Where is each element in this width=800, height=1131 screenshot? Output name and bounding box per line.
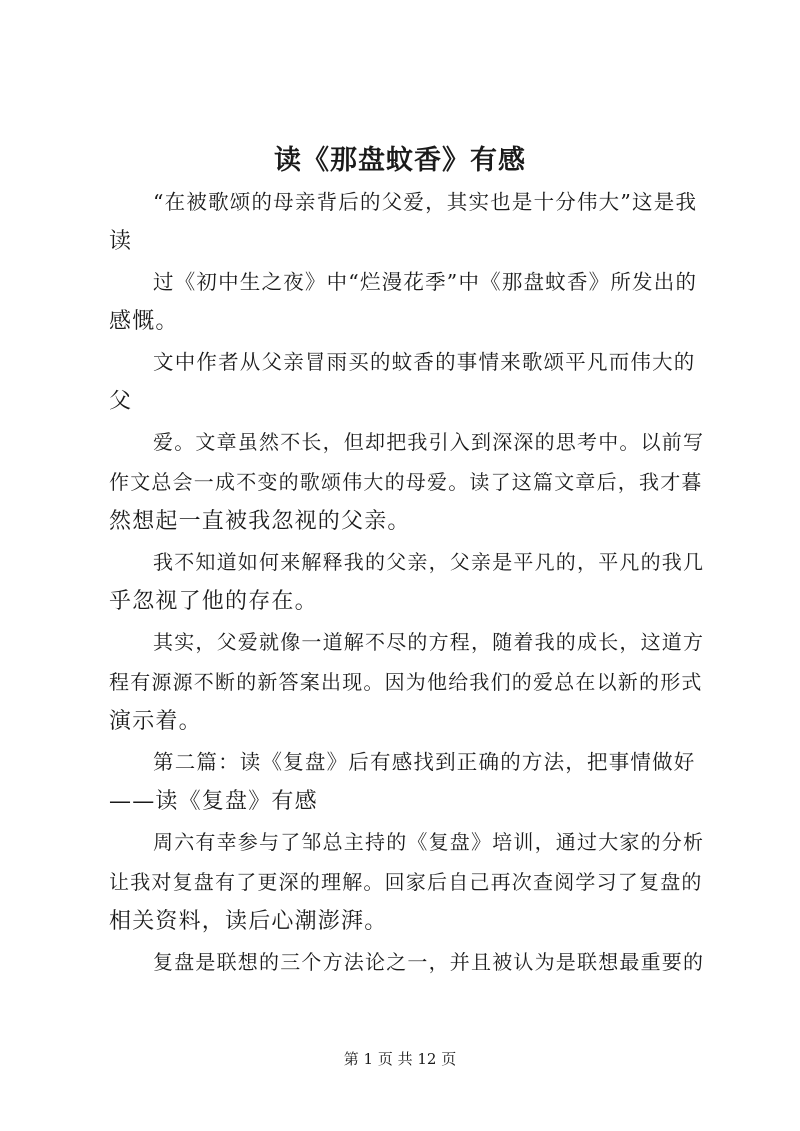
section-heading: 第二篇：读《复盘》后有感找到正确的方法，把事情做好 [153,750,696,774]
text-line: 相关资料，读后心潮澎湃。 [109,909,388,934]
text-line: 周六有幸参与了邹总主持的《复盘》培训，通过大家的分析 [153,830,705,854]
text-line: 乎忽视了他的存在。 [109,589,318,614]
section-subheading: ——读《复盘》有感 [109,789,318,814]
text-line: “在被歌颂的母亲背后的父爱，其实也是十分伟大”这是我 [153,190,698,214]
text-line: 读 [109,229,133,254]
text-line: 复盘是联想的三个方法论之一，并且被认为是联想最重要的 [153,950,705,974]
document-body [109,182,704,982]
text-line: 文中作者从父亲冒雨买的蚊香的事情来歌颂平凡而伟大的 [153,350,696,374]
text-line: 让我对复盘有了更深的理解。回家后自己再次查阅学习了复盘的 [109,870,703,894]
text-line: 演示着。 [109,709,202,734]
text-line: 作文总会一成不变的歌颂伟大的母爱。读了这篇文章后，我才暮 [109,470,703,494]
text-line: 其实，父爱就像一道解不尽的方程，随着我的成长，这道方 [153,630,705,654]
text-line: 然想起一直被我忽视的父亲。 [109,509,411,534]
text-line: 爱。文章虽然不长，但却把我引入到深深的思考中。以前写 [153,430,705,454]
text-line: 程有源源不断的新答案出现。因为他给我们的爱总在以新的形式 [109,670,703,694]
document-title: 读《那盘蚊香》有感 [274,145,526,176]
text-line: 过《初中生之夜》中“烂漫花季”中《那盘蚊香》所发出的 [153,270,698,294]
text-line: 父 [109,389,133,414]
text-line: 我不知道如何来解释我的父亲，父亲是平凡的，平凡的我几 [153,550,705,574]
text-line: 感慨。 [109,309,179,334]
page-footer: 第 1 页 共 12 页 [343,1050,457,1068]
